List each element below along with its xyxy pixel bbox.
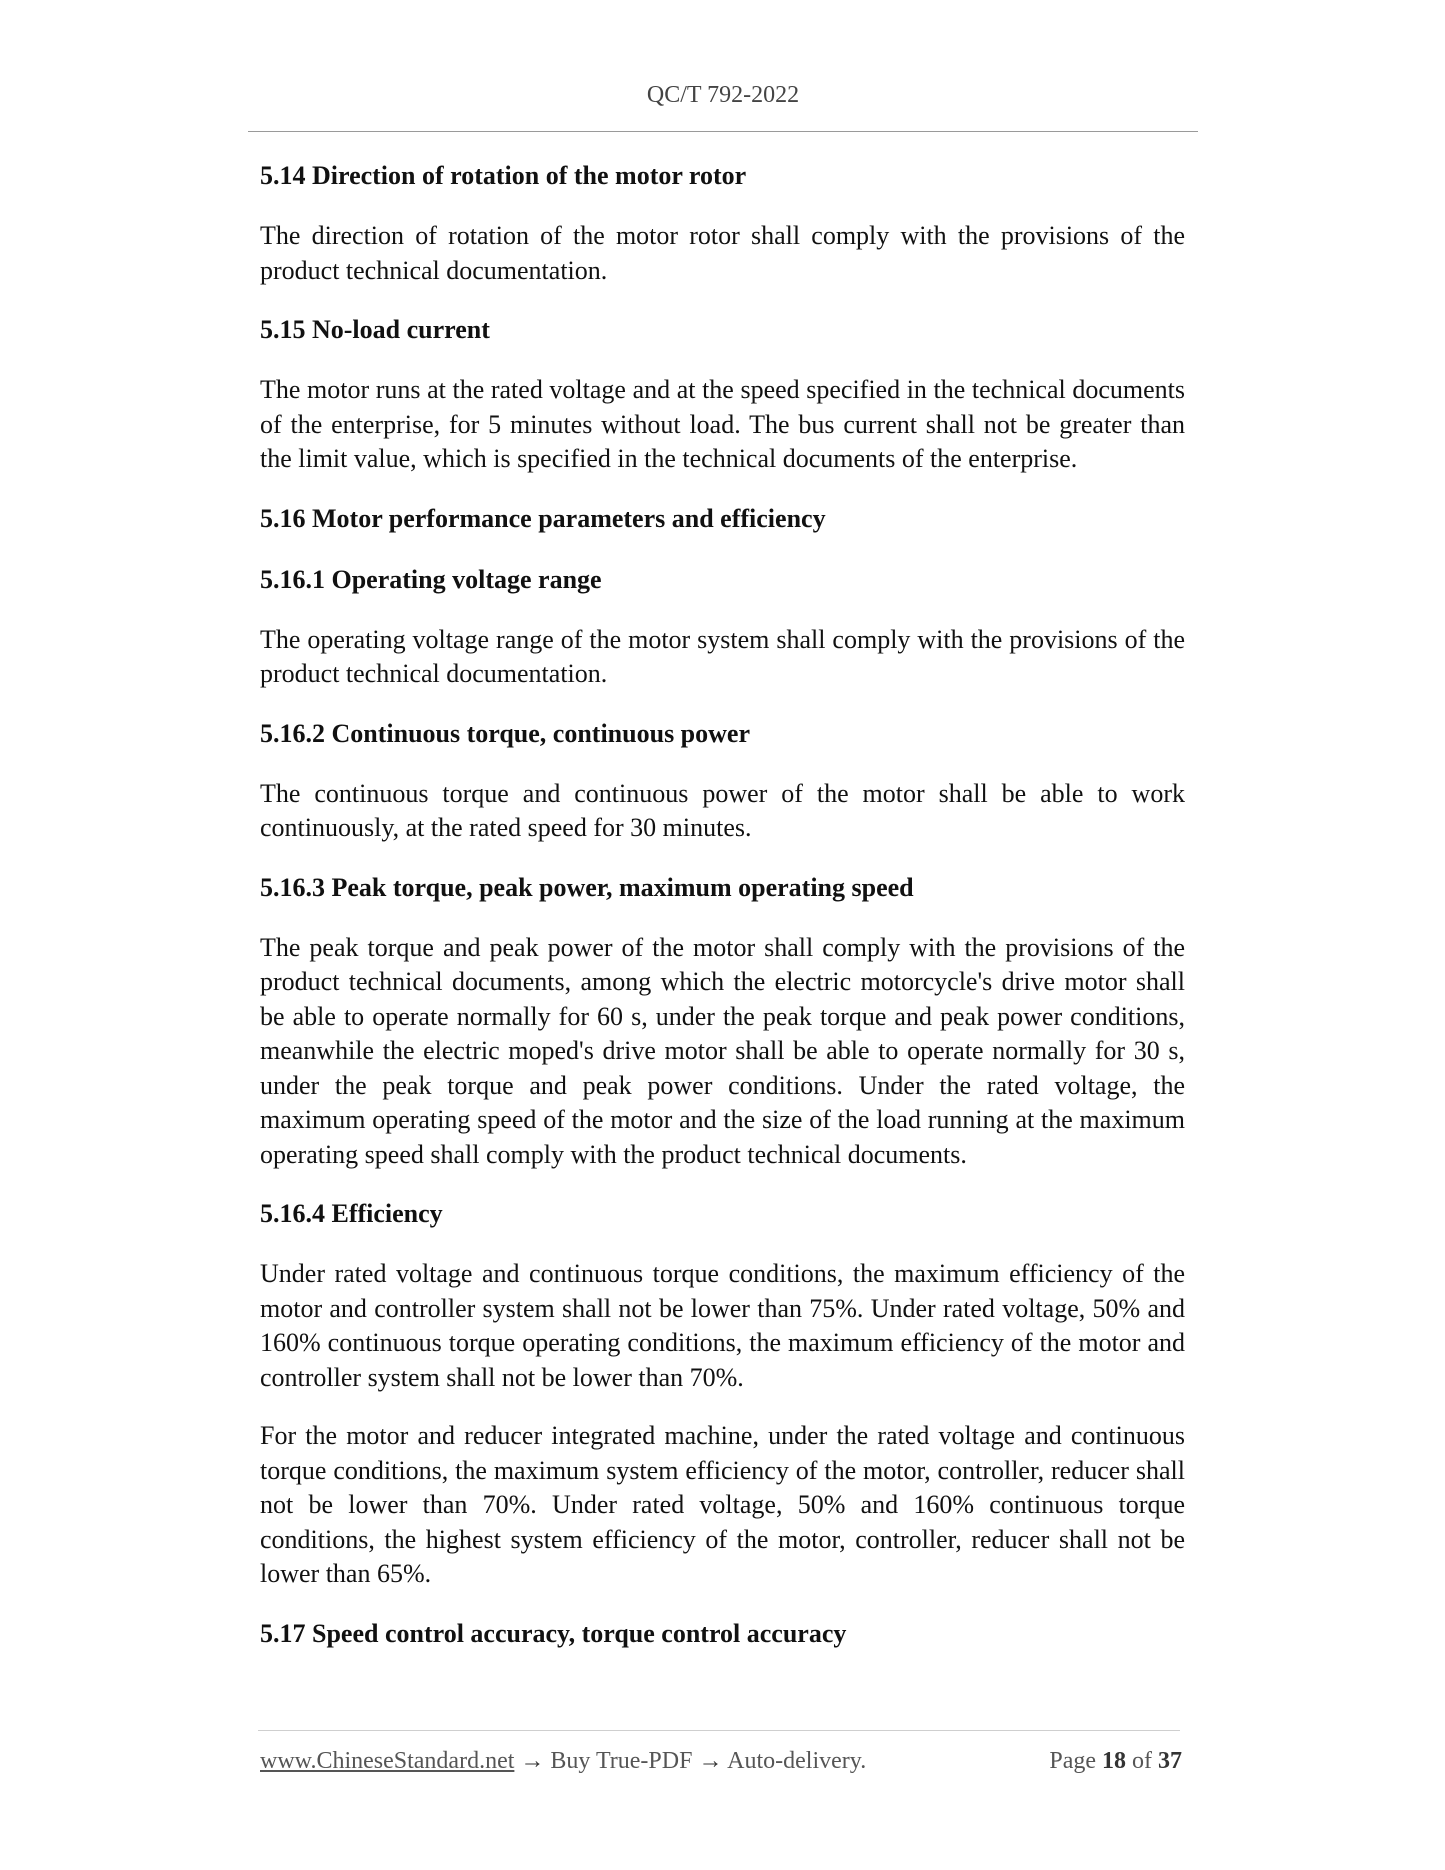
section-heading: 5.16 Motor performance parameters and efficiency — [260, 503, 826, 533]
section-paragraph: The motor runs at the rated voltage and at the speed specified in the technical documents of the enterprise, for 5 minutes without load. The bus current shall not be greater than the limit value, which is specified in the technical documents of the enterprise. — [260, 375, 1185, 473]
footer-divider — [258, 1730, 1180, 1731]
section-paragraph: The continuous torque and continuous power of the motor shall be able to work continuously, at the rated speed for 30 minutes. — [260, 778, 1185, 842]
footer-promo — [260, 1748, 866, 1775]
section-paragraph: The direction of rotation of the motor rotor shall comply with the provisions of the product technical documentation. — [260, 221, 1185, 285]
page-content — [260, 158, 1185, 1677]
page-label: Page — [1049, 1748, 1096, 1774]
header-divider — [248, 131, 1198, 132]
page-number — [1049, 1748, 1182, 1775]
page-current: 18 — [1102, 1748, 1126, 1774]
buy-true-pdf-text: Buy True-PDF — [550, 1748, 693, 1774]
site-link[interactable]: www.ChineseStandard.net — [260, 1748, 515, 1774]
arrow-right-icon: → — [520, 1748, 545, 1774]
page-total: 37 — [1158, 1748, 1182, 1774]
section-heading: 5.17 Speed control accuracy, torque control accuracy — [260, 1618, 847, 1648]
section-heading: 5.16.2 Continuous torque, continuous power — [260, 718, 751, 748]
section-paragraph: The operating voltage range of the motor system shall comply with the provisions of the product technical documentation. — [260, 624, 1185, 688]
page-footer — [260, 1748, 1182, 1775]
section-heading: 5.16.1 Operating voltage range — [260, 564, 602, 594]
page-of-label: of — [1132, 1748, 1152, 1774]
auto-delivery-text: Auto-delivery. — [727, 1748, 867, 1774]
section-heading: 5.16.3 Peak torque, peak power, maximum operating speed — [260, 872, 914, 902]
arrow-right-icon: → — [698, 1748, 723, 1774]
section-paragraph: Under rated voltage and continuous torque conditions, the maximum efficiency of the motor and controller system shall not be lower than 75%. Under rated voltage, 50% and 160% continuous torque operating conditions, the maximum efficiency of the motor and controller system shall not be lower than 70%. — [260, 1259, 1185, 1392]
page-header-doc-id: QC/T 792-2022 — [646, 82, 800, 108]
section-heading: 5.14 Direction of rotation of the motor rotor — [260, 161, 747, 190]
section-heading: 5.15 No-load current — [260, 315, 490, 344]
section-paragraph: The peak torque and peak power of the motor shall comply with the provisions of the product technical documents, among which the electric motorcycle's drive motor shall be able to operate normally for 60 s, under the peak torque and peak power conditions, meanwhile the electric moped's drive motor shall be able to operate normally for 30 s, under the peak torque and peak power conditions. Under the rated voltage, the maximum operating speed of the motor and the size of the load running at the maximum operating speed shall comply with the product technical documents. — [260, 932, 1185, 1169]
section-paragraph: For the motor and reducer integrated machine, under the rated voltage and continuous torque conditions, the maximum system efficiency of the motor, controller, reducer shall not be lower than 70%. Under rated voltage, 50% and 160% continuous torque conditions, the highest system efficiency of the motor, controller, reducer shall not be lower than 65%. — [260, 1421, 1185, 1588]
section-heading: 5.16.4 Efficiency — [260, 1199, 443, 1228]
